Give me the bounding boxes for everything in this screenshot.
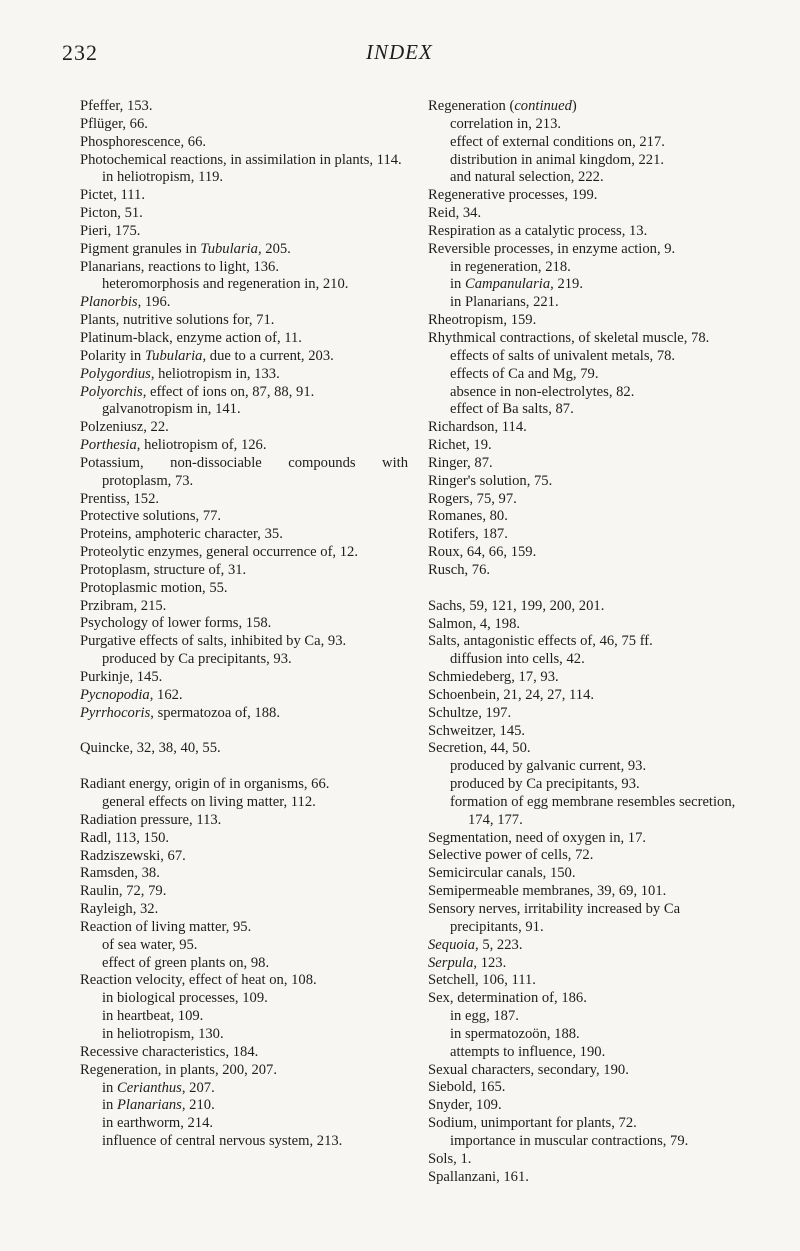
index-entry: Pflüger, 66.	[80, 115, 148, 132]
index-subentry: produced by Ca precipitants, 93.	[450, 776, 640, 793]
index-subentry: effect of external conditions on, 217.	[450, 133, 665, 150]
index-subentry: in regeneration, 218.	[450, 258, 571, 275]
index-entry: Siebold, 165.	[428, 1079, 506, 1096]
index-entry: Rheotropism, 159.	[428, 312, 537, 329]
page-header	[0, 40, 800, 80]
index-entry: Radziszewski, 67.	[80, 847, 186, 864]
index-entry: Radl, 113, 150.	[80, 829, 170, 846]
index-entry: Protoplasmic motion, 55.	[80, 579, 228, 596]
index-subentry: produced by Ca precipitants, 93.	[102, 651, 292, 668]
index-entry: Pieri, 175.	[80, 222, 141, 239]
index-entry: Sensory nerves, irritability increased by Ca precipitants, 91.	[428, 901, 681, 935]
index-entry: Purgative effects of salts, inhibited by Ca, 93.	[80, 633, 347, 650]
index-entry: Serpula, 123.	[428, 954, 507, 971]
index-entry: Polarity in Tubularia, due to a current, 203.	[80, 347, 334, 364]
index-subentry: in Planarians, 221.	[450, 294, 559, 311]
index-subentry: in biological processes, 109.	[102, 990, 268, 1007]
index-entry: Polygordius, heliotropism in, 133.	[80, 365, 280, 382]
index-entry: Proteins, amphoteric character, 35.	[80, 526, 283, 543]
index-subentry: in Planarians, 210.	[102, 1097, 215, 1114]
index-entry: Protective solutions, 77.	[80, 508, 222, 525]
index-entry: Proteolytic enzymes, general occurrence of, 12.	[80, 544, 358, 561]
index-entry: Reversible processes, in enzyme action, 9.	[428, 240, 676, 257]
index-subentry: of sea water, 95.	[102, 936, 198, 953]
index-subentry: diffusion into cells, 42.	[450, 651, 585, 668]
index-entry: Platinum-black, enzyme action of, 11.	[80, 329, 302, 346]
index-entry: Reaction of living matter, 95.	[80, 918, 252, 935]
index-entry: Reid, 34.	[428, 205, 482, 222]
index-entry: Salts, antagonistic effects of, 46, 75 ff.	[428, 633, 653, 650]
index-entry: Schweitzer, 145.	[428, 722, 526, 739]
index-entry: Radiant energy, origin of in organisms, 66.	[80, 776, 330, 793]
index-entry: Potassium, non-dissociable compounds with protoplasm, 73.	[80, 454, 408, 489]
index-entry: Spallanzani, 161.	[428, 1168, 529, 1185]
index-subentry: in spermatozoön, 188.	[450, 1025, 580, 1042]
index-subentry: heteromorphosis and regeneration in, 210.	[102, 276, 349, 293]
index-subentry: importance in muscular contractions, 79.	[450, 1132, 689, 1149]
index-column-left	[80, 98, 408, 1151]
index-subentry: in heliotropism, 119.	[102, 169, 224, 186]
index-entry: Richet, 19.	[428, 437, 492, 454]
index-entry: Sex, determination of, 186.	[428, 990, 587, 1007]
running-title: INDEX	[366, 40, 433, 64]
index-entry: Raulin, 72, 79.	[80, 883, 167, 900]
index-subentry: general effects on living matter, 112.	[102, 794, 316, 810]
index-subentry: in heartbeat, 109.	[102, 1008, 204, 1025]
index-entry: Polyorchis, effect of ions on, 87, 88, 91.	[80, 383, 315, 400]
index-subentry: correlation in, 213.	[450, 115, 562, 132]
index-entry: Schoenbein, 21, 24, 27, 114.	[428, 686, 595, 703]
index-entry: Sequoia, 5, 223.	[428, 936, 523, 953]
index-subentry: attempts to influence, 190.	[450, 1043, 606, 1060]
index-entry: Plants, nutritive solutions for, 71.	[80, 312, 275, 329]
index-entry: Reaction velocity, effect of heat on, 108.	[80, 972, 317, 989]
index-entry: Sodium, unimportant for plants, 72.	[428, 1115, 637, 1132]
index-subentry: distribution in animal kingdom, 221.	[450, 151, 665, 168]
index-entry: Psychology of lower forms, 158.	[80, 615, 272, 632]
index-entry: Ringer's solution, 75.	[428, 472, 553, 489]
index-entry: Pyrrhocoris, spermatozoa of, 188.	[80, 704, 280, 721]
index-entry: Rotifers, 187.	[428, 526, 508, 543]
index-subentry: galvanotropism in, 141.	[102, 401, 241, 418]
index-entry: Schultze, 197.	[428, 704, 512, 721]
index-subentry: in earthworm, 214.	[102, 1115, 214, 1132]
index-entry: Sexual characters, secondary, 190.	[428, 1061, 629, 1078]
page-number: 232	[62, 40, 98, 65]
index-entry: Roux, 64, 66, 159.	[428, 544, 537, 561]
index-entry: Planarians, reactions to light, 136.	[80, 258, 280, 275]
index-entry: Secretion, 44, 50.	[428, 740, 531, 757]
index-entry: Pictet, 111.	[80, 187, 145, 204]
index-entry: Schmiedeberg, 17, 93.	[428, 669, 559, 686]
index-entry: Richardson, 114.	[428, 419, 527, 436]
index-entry: Planorbis, 196.	[80, 294, 171, 311]
index-entry: Rayleigh, 32.	[80, 901, 159, 918]
index-entry: Phosphorescence, 66.	[80, 133, 207, 150]
index-entry: Sols, 1.	[428, 1150, 472, 1167]
index-subentry: effects of Ca and Mg, 79.	[450, 365, 599, 382]
index-entry: Segmentation, need of oxygen in, 17.	[428, 829, 647, 846]
index-entry: Setchell, 106, 111.	[428, 972, 536, 989]
index-subentry: effect of green plants on, 98.	[102, 954, 270, 971]
index-entry: Semicircular canals, 150.	[428, 865, 576, 882]
index-entry: Salmon, 4, 198.	[428, 615, 521, 632]
index-entry: Radiation pressure, 113.	[80, 811, 222, 828]
index-entry: Pigment granules in Tubularia, 205.	[80, 240, 291, 257]
index-entry: Selective power of cells, 72.	[428, 847, 594, 864]
index-subentry: in Cerianthus, 207.	[102, 1079, 215, 1096]
index-entry: Regenerative processes, 199.	[428, 187, 598, 204]
index-entry: Semipermeable membranes, 39, 69, 101.	[428, 883, 667, 900]
index-entry: Przibram, 215.	[80, 597, 167, 614]
index-entry: Rhythmical contractions, of skeletal muscle, 78.	[428, 329, 710, 346]
index-subentry: effect of Ba salts, 87.	[450, 401, 574, 418]
index-entry: Pycnopodia, 162.	[80, 686, 183, 703]
index-entry: Recessive characteristics, 184.	[80, 1043, 259, 1060]
index-subentry: and natural selection, 222.	[450, 169, 604, 186]
index-entry: Regeneration (continued)	[428, 98, 577, 114]
index-subentry: absence in non-electrolytes, 82.	[450, 383, 635, 400]
index-entry: Protoplasm, structure of, 31.	[80, 561, 247, 578]
index-subentry: effects of salts of univalent metals, 78.	[450, 347, 676, 364]
index-entry: Pfeffer, 153.	[80, 98, 153, 114]
index-column-right	[428, 98, 754, 1187]
index-entry: Snyder, 109.	[428, 1097, 502, 1114]
index-entry: Romanes, 80.	[428, 508, 508, 525]
index-entry: Purkinje, 145.	[80, 669, 163, 685]
index-entry: Picton, 51.	[80, 205, 143, 222]
index-entry: Ringer, 87.	[428, 454, 493, 471]
index-entry: Porthesia, heliotropism of, 126.	[80, 437, 267, 454]
index-entry: Ramsden, 38.	[80, 865, 160, 882]
index-entry: Respiration as a catalytic process, 13.	[428, 222, 648, 239]
index-entry: Rogers, 75, 97.	[428, 490, 517, 507]
index-entry: Rusch, 76.	[428, 561, 491, 578]
index-subentry: produced by galvanic current, 93.	[450, 758, 647, 775]
index-entry: Prentiss, 152.	[80, 490, 160, 507]
index-entry: Photochemical reactions, in assimilation in plants, 114.	[80, 151, 402, 168]
index-subentry: in heliotropism, 130.	[102, 1025, 224, 1042]
index-entry: Quincke, 32, 38, 40, 55.	[80, 740, 221, 757]
index-subentry: in egg, 187.	[450, 1008, 519, 1025]
index-entry: Regeneration, in plants, 200, 207.	[80, 1061, 277, 1078]
index-entry: Sachs, 59, 121, 199, 200, 201.	[428, 597, 605, 614]
index-entry: Polzeniusz, 22.	[80, 419, 169, 436]
index-subentry: in Campanularia, 219.	[450, 276, 583, 293]
index-subentry: formation of egg membrane resembles secretion, 174, 177.	[450, 793, 736, 828]
index-subentry: influence of central nervous system, 213.	[102, 1133, 343, 1150]
